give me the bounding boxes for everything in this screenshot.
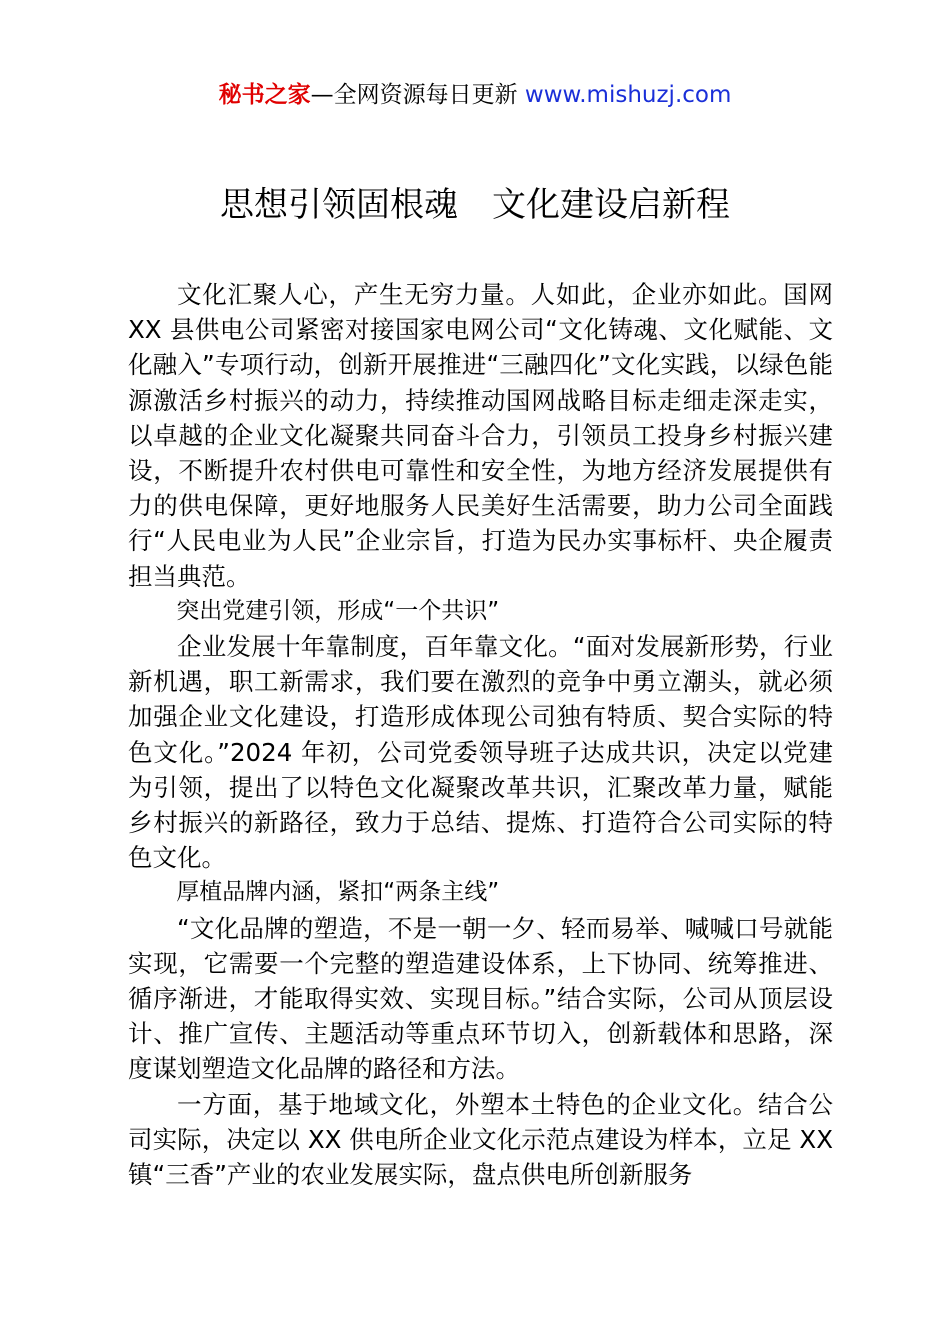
page-title: 思想引领固根魂 文化建设启新程 <box>220 185 730 225</box>
section-heading-brand: 厚植品牌内涵，紧扣“两条主线” <box>176 879 500 906</box>
paragraph-party-building: 企业发展十年靠制度，百年靠文化。“面对发展新形势，行业新机遇，职工新需求，我们要在激烈的竞争中勇立潮头，就必须加强企业文化建设，打造形成体现公司独有特质、契合实际的特色文化。”2024 年初，公司党委领导班子达成共识，决定以党建为引领，提出了以特色文化凝聚改革共识，汇聚改革力量，赋能乡村振兴的新路径，致力于总结、提炼、打造符合公司实际的特色文化。 <box>128 632 833 873</box>
section-heading-party-building: 突出党建引领，形成“一个共识” <box>176 597 500 624</box>
site-header <box>0 80 950 110</box>
paragraph-regional-culture: 一方面，基于地域文化，外塑本土特色的企业文化。结合公司实际，决定以 XX 供电所企业文化示范点建设为样本，立足 XX 镇“三香”产业的农业发展实际，盘点供电所创新服务 <box>128 1089 833 1190</box>
paragraph-brand: “文化品牌的塑造，不是一朝一夕、轻而易举、喊喊口号就能实现，它需要一个完整的塑造建设体系，上下协同、统筹推进、循序渐进，才能取得实效、实现目标。”结合实际，公司从顶层设计、推广宣传、主题活动等重点环节切入，创新载体和思路，深度谋划塑造文化品牌的路径和方法。 <box>128 913 833 1084</box>
article-body <box>128 277 833 1192</box>
site-slogan: —全网资源每日更新 <box>310 82 525 108</box>
site-brand: 秘书之家 <box>218 82 311 108</box>
site-url-link[interactable]: www.mishuzj.com <box>524 82 732 108</box>
paragraph-intro: 文化汇聚人心，产生无穷力量。人如此，企业亦如此。国网 XX 县供电公司紧密对接国家电网公司“文化铸魂、文化赋能、文化融入”专项行动，创新开展推进“三融四化”文化实践，以绿色能源激活乡村振兴的动力，持续推动国网战略目标走细走深走实，以卓越的企业文化凝聚共同奋斗合力，引领员工投身乡村振兴建设，不断提升农村供电可靠性和安全性，为地方经济发展提供有力的供电保障，更好地服务人民美好生活需要，助力公司全面践行“人民电业为人民”企业宗旨，打造为民办实事标杆、央企履责担当典范。 <box>128 280 833 591</box>
